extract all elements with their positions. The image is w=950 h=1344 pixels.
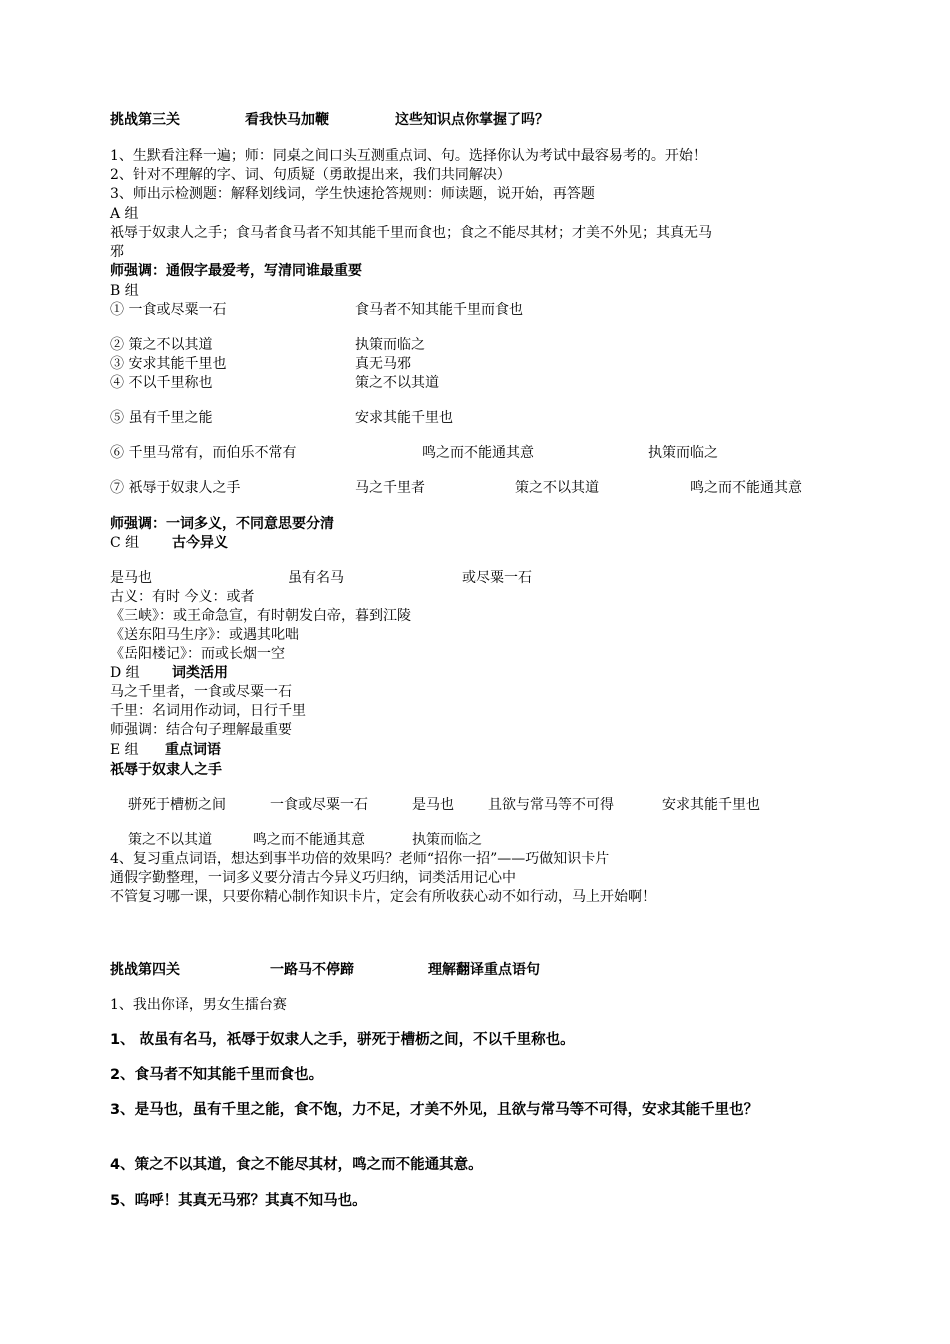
section3-title-a: 挑战第三关	[110, 112, 180, 128]
group-b-row-1-a: ① 一食或尽粟一石	[110, 302, 227, 318]
group-b-row-7-a: ⑦ 祇辱于奴隶人之手	[110, 480, 241, 496]
sentence-3: 3、是马也，虽有千里之能，食不饱，力不足，才美不外见，且欲与常马等不可得，安求其能千里也？	[110, 1102, 759, 1118]
group-a-label: A 组	[110, 206, 139, 222]
group-c-line3: 《送东阳马生序》：或遇其叱咄	[110, 627, 299, 643]
step-1: 1、生默看注释一遍；师：同桌之间口头互测重点词、句。选择你认为考试中最容易考的。开始！	[110, 148, 707, 164]
group-d-line1: 马之千里者，一食或尽粟一石	[110, 684, 292, 700]
group-b-row-4-a: ④ 不以千里称也	[110, 375, 213, 391]
group-a-line1: 祇辱于奴隶人之手；食马者食马者不知其能千里而食也；食之不能尽其材；才美不外见；其真无马	[110, 225, 712, 241]
group-b-row-3-a: ③ 安求其能千里也	[110, 356, 227, 372]
step-4: 4、复习重点词语，想达到事半功倍的效果吗？老师“招你一招”——巧做知识卡片	[110, 851, 610, 867]
group-d-topic: 词类活用	[172, 665, 228, 681]
group-c-topic: 古今异义	[172, 535, 228, 551]
group-a-note: 师强调：通假字最爱考，写清同谁最重要	[110, 263, 362, 279]
group-b-row-3-b: 真无马邪	[355, 356, 411, 372]
section4-intro: 1、我出你译，男女生擂台赛	[110, 997, 287, 1013]
group-c-label: C 组	[110, 535, 140, 551]
group-a-line2: 邪	[110, 244, 124, 260]
group-e-word-4: 且欲与常马等不可得	[488, 797, 614, 813]
group-e-word-7: 鸣之而不能通其意	[253, 832, 365, 848]
section4-title-c: 理解翻译重点语句	[428, 962, 540, 978]
sentence-5: 5、呜呼！其真无马邪？其真不知马也。	[110, 1193, 367, 1209]
group-e-line1: 祇辱于奴隶人之手	[110, 762, 222, 778]
group-e-word-6: 策之不以其道	[128, 832, 212, 848]
step-4c: 不管复习哪一课，只要你精心制作知识卡片，定会有所收获心动不如行动，马上开始啊！	[110, 889, 656, 905]
sentence-4: 4、策之不以其道，食之不能尽其材，鸣之而不能通其意。	[110, 1157, 483, 1173]
group-b-row-2-b: 执策而临之	[355, 337, 425, 353]
group-b-row-7-c: 策之不以其道	[515, 480, 599, 496]
step-2: 2、针对不理解的字、词、句质疑（勇敢提出来，我们共同解决）	[110, 167, 511, 183]
group-b-row-2-a: ② 策之不以其道	[110, 337, 213, 353]
group-e-word-8: 执策而临之	[412, 832, 482, 848]
group-d-line2: 千里：名词用作动词，日行千里	[110, 703, 306, 719]
group-b-row-5-a: ⑤ 虽有千里之能	[110, 410, 213, 426]
group-c-word-3: 或尽粟一石	[462, 570, 532, 586]
group-b-row-6-b: 鸣之而不能通其意	[422, 445, 534, 461]
group-e-topic: 重点词语	[165, 742, 221, 758]
group-b-label: B 组	[110, 283, 139, 299]
group-b-note: 师强调：一词多义，不同意思要分清	[110, 516, 334, 532]
section3-title-c: 这些知识点你掌握了吗？	[395, 112, 549, 128]
group-b-row-5-b: 安求其能千里也	[355, 410, 453, 426]
group-b-row-7-b: 马之千里者	[355, 480, 425, 496]
group-b-row-7-d: 鸣之而不能通其意	[690, 480, 802, 496]
sentence-1: 1、 故虽有名马，祇辱于奴隶人之手，骈死于槽枥之间，不以千里称也。	[110, 1032, 575, 1048]
group-c-line4: 《岳阳楼记》：而或长烟一空	[110, 646, 285, 662]
group-d-label: D 组	[110, 665, 140, 681]
sentence-2: 2、食马者不知其能千里而食也。	[110, 1067, 324, 1083]
group-c-word-2: 虽有名马	[288, 570, 344, 586]
step-4b: 通假字勤整理，一词多义要分清古今异义巧归纳，词类活用记心中	[110, 870, 516, 886]
group-d-line3: 师强调：结合句子理解最重要	[110, 722, 292, 738]
section4-title-b: 一路马不停蹄	[270, 962, 354, 978]
group-c-line2: 《三峡》：或王命急宣，有时朝发白帝，暮到江陵	[110, 608, 411, 624]
group-c-word-1: 是马也	[110, 570, 152, 586]
group-b-row-6-a: ⑥ 千里马常有，而伯乐不常有	[110, 445, 297, 461]
group-e-word-3: 是马也	[412, 797, 454, 813]
section3-title-b: 看我快马加鞭	[245, 112, 329, 128]
step-3: 3、师出示检测题：解释划线词，学生快速抢答规则：师读题，说开始，再答题	[110, 186, 595, 202]
group-b-row-1-b: 食马者不知其能千里而食也	[355, 302, 523, 318]
group-e-word-1: 骈死于槽枥之间	[128, 797, 226, 813]
group-c-line1: 古义：有时 今义：或者	[110, 589, 255, 605]
group-b-row-6-c: 执策而临之	[648, 445, 718, 461]
group-e-word-2: 一食或尽粟一石	[270, 797, 368, 813]
group-e-label: E 组	[110, 742, 139, 758]
group-e-word-5: 安求其能千里也	[662, 797, 760, 813]
section4-title-a: 挑战第四关	[110, 962, 180, 978]
group-b-row-4-b: 策之不以其道	[355, 375, 439, 391]
